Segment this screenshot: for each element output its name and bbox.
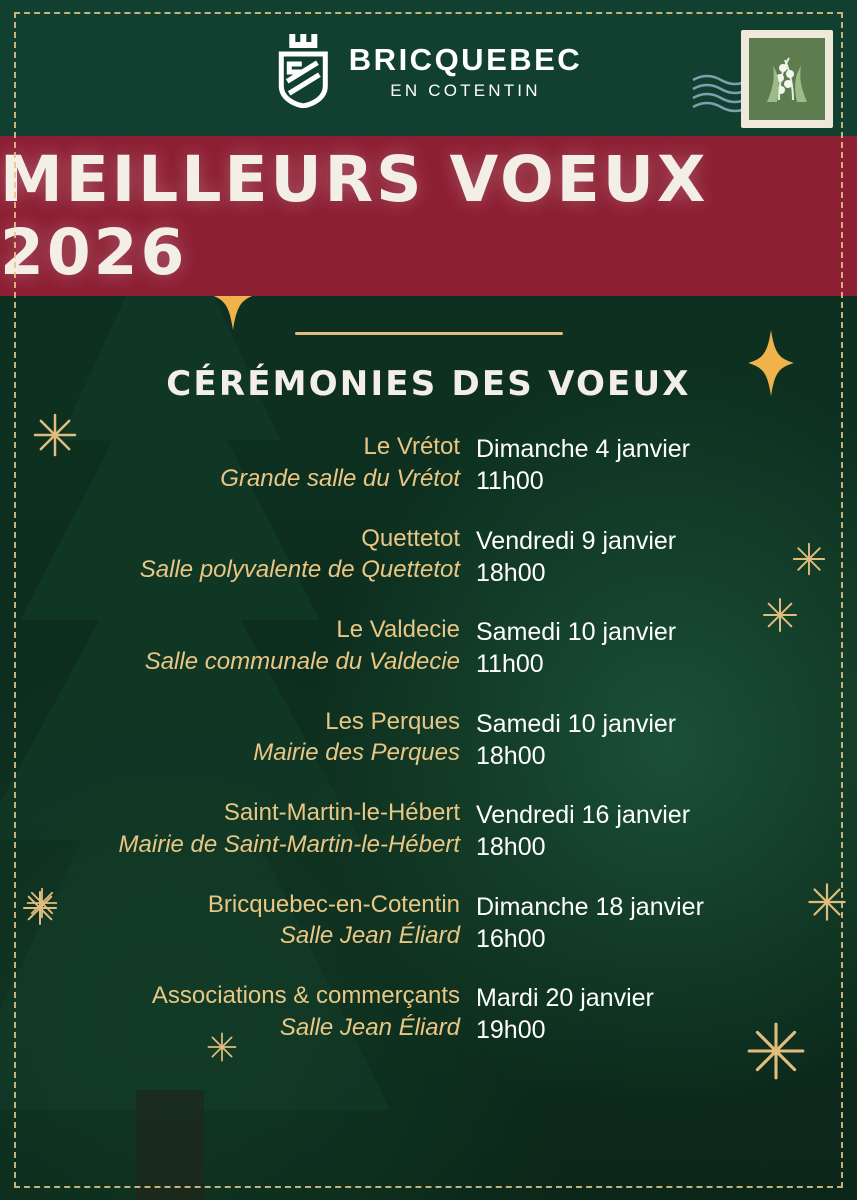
event-labels [40,798,476,860]
event-venue: Salle Jean Éliard [279,1013,460,1041]
event-schedule [476,524,676,590]
event-time: 18h00 [476,558,546,587]
event-schedule [476,981,654,1047]
event-venue: Salle communale du Valdecie [144,647,460,675]
event-schedule [476,615,676,681]
event-venue: Salle Jean Éliard [279,922,460,950]
event-time: 18h00 [476,833,546,861]
event-date: Vendredi 9 janvier [476,526,677,555]
event-labels [40,432,476,494]
event-venue: Mairie de Saint-Martin-le-Hébert [118,830,460,858]
lily-of-the-valley-icon [759,48,815,110]
event-place: Saint-Martin-le-Hébert [223,799,460,826]
list-item [40,615,817,681]
brand-subtitle: EN COTENTIN [390,80,541,100]
event-schedule [476,707,676,773]
event-place: Les Perques [325,707,460,735]
event-time: 11h00 [476,467,544,495]
event-venue: Grande salle du Vrétot [220,464,460,492]
event-time: 16h00 [476,924,546,953]
brand-name: BRICQUEBEC [348,41,583,77]
event-labels [40,981,476,1043]
event-venue: Salle polyvalente de Quettetot [139,556,460,584]
list-item [40,981,817,1047]
event-place: Associations & commerçants [151,982,460,1009]
list-item [40,707,817,773]
postage-stamp-icon [741,30,833,128]
greeting-title: MEILLEURS VOEUX 2026 [0,143,709,289]
greeting-banner [0,136,857,296]
castle-tower-crest-icon [275,34,331,108]
event-place: Le Vrétot [363,433,460,460]
section-divider [295,332,563,335]
event-labels [40,890,476,952]
list-item [40,432,817,498]
event-place: Bricquebec-en-Cotentin [207,890,460,918]
event-date: Dimanche 4 janvier [476,435,690,463]
event-schedule [476,432,690,498]
list-item [40,524,817,590]
list-item [40,798,817,864]
list-item [40,890,817,956]
event-schedule [476,890,704,956]
event-venue: Mairie des Perques [253,739,460,767]
event-date: Samedi 10 janvier [476,709,677,738]
event-schedule [476,798,690,864]
event-time: 11h00 [476,650,544,678]
event-place: Quettetot [361,524,460,552]
event-date: Dimanche 18 janvier [476,892,704,921]
event-date: Vendredi 16 janvier [476,801,691,829]
event-labels [40,615,476,677]
event-time: 19h00 [476,1016,546,1044]
events-list [0,432,857,1073]
brand-logo [275,34,582,108]
event-labels [40,707,476,769]
event-date: Mardi 20 janvier [476,984,654,1012]
section-title: CÉRÉMONIES DES VOEUX [166,364,691,404]
event-date: Samedi 10 janvier [476,618,677,646]
event-place: Le Valdecie [336,616,460,643]
event-labels [40,524,476,586]
event-time: 18h00 [476,741,546,770]
